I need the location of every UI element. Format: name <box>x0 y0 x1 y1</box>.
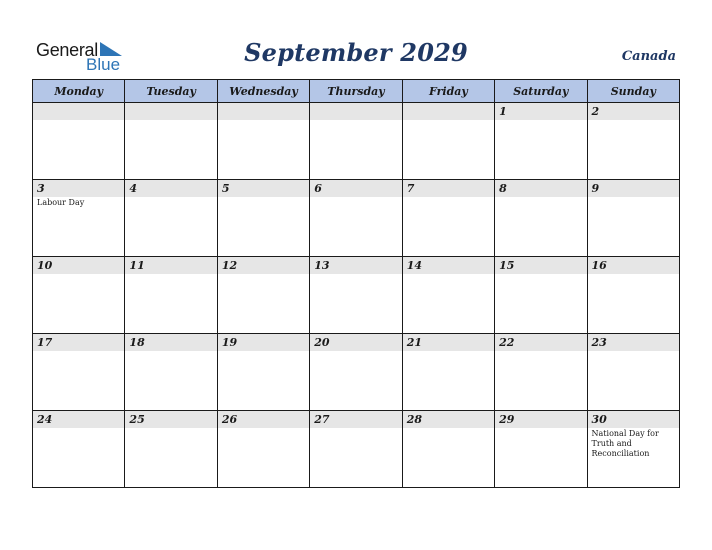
day-number: 8 <box>495 180 586 197</box>
day-number <box>218 103 309 120</box>
day-number: 21 <box>403 334 494 351</box>
day-number: 17 <box>33 334 124 351</box>
day-cell <box>217 180 309 257</box>
day-number: 25 <box>125 411 216 428</box>
day-number: 29 <box>495 411 586 428</box>
weekday-thursday: Thursday <box>310 80 402 103</box>
week-row <box>33 334 680 411</box>
day-number: 13 <box>310 257 401 274</box>
calendar-title: September 2029 <box>244 38 468 67</box>
country-label: Canada <box>621 49 676 64</box>
day-number: 24 <box>33 411 124 428</box>
day-number: 10 <box>33 257 124 274</box>
day-cell <box>402 411 494 488</box>
day-cell <box>33 334 125 411</box>
day-number: 20 <box>310 334 401 351</box>
holiday-event: Labour Day <box>37 198 85 207</box>
day-number <box>403 103 494 120</box>
holiday-event: National Day for Truth and Reconciliation <box>591 429 659 458</box>
weekday-saturday: Saturday <box>495 80 587 103</box>
day-number: 18 <box>125 334 216 351</box>
day-cell <box>217 411 309 488</box>
day-cell <box>310 411 402 488</box>
day-cell <box>587 257 679 334</box>
day-number: 22 <box>495 334 586 351</box>
day-cell <box>125 334 217 411</box>
day-cell <box>587 103 679 180</box>
day-cell <box>125 180 217 257</box>
day-number: 14 <box>403 257 494 274</box>
day-number: 1 <box>495 103 586 120</box>
day-number: 27 <box>310 411 401 428</box>
day-number <box>125 103 216 120</box>
weekday-tuesday: Tuesday <box>125 80 217 103</box>
week-row <box>33 180 680 257</box>
day-cell <box>495 180 587 257</box>
day-number: 19 <box>218 334 309 351</box>
day-cell <box>310 334 402 411</box>
day-number: 12 <box>218 257 309 274</box>
day-cell <box>587 411 679 488</box>
day-number: 7 <box>403 180 494 197</box>
day-number: 15 <box>495 257 586 274</box>
day-cell <box>402 180 494 257</box>
day-number: 2 <box>588 103 679 120</box>
day-cell <box>495 103 587 180</box>
day-cell <box>217 103 309 180</box>
day-cell <box>33 180 125 257</box>
day-cell <box>495 411 587 488</box>
calendar-grid <box>32 79 680 488</box>
logo-word-blue: Blue <box>86 55 121 74</box>
day-number: 23 <box>588 334 679 351</box>
weekday-monday: Monday <box>33 80 125 103</box>
day-cell <box>402 334 494 411</box>
day-cell <box>125 411 217 488</box>
day-cell <box>217 257 309 334</box>
day-number: 11 <box>125 257 216 274</box>
day-number: 9 <box>588 180 679 197</box>
day-number <box>33 103 124 120</box>
weekday-header-row <box>33 80 680 103</box>
day-number: 26 <box>218 411 309 428</box>
weekday-sunday: Sunday <box>587 80 679 103</box>
week-row <box>33 257 680 334</box>
day-cell <box>310 180 402 257</box>
weekday-friday: Friday <box>402 80 494 103</box>
day-number: 30 <box>588 411 679 428</box>
day-cell <box>587 334 679 411</box>
day-cell <box>587 180 679 257</box>
day-number: 16 <box>588 257 679 274</box>
weekday-wednesday: Wednesday <box>217 80 309 103</box>
week-row <box>33 103 680 180</box>
day-number: 5 <box>218 180 309 197</box>
day-number: 6 <box>310 180 401 197</box>
day-cell <box>402 257 494 334</box>
day-cell <box>402 103 494 180</box>
day-cell <box>310 257 402 334</box>
day-number: 28 <box>403 411 494 428</box>
day-number <box>310 103 401 120</box>
day-cell <box>217 334 309 411</box>
logo-word-general: General <box>36 40 98 60</box>
day-cell <box>125 103 217 180</box>
day-cell <box>125 257 217 334</box>
day-cell <box>33 103 125 180</box>
day-cell <box>33 257 125 334</box>
day-number: 4 <box>125 180 216 197</box>
day-cell <box>495 334 587 411</box>
day-cell <box>310 103 402 180</box>
day-number: 3 <box>33 180 124 197</box>
day-cell <box>495 257 587 334</box>
week-row <box>33 411 680 488</box>
day-cell <box>33 411 125 488</box>
